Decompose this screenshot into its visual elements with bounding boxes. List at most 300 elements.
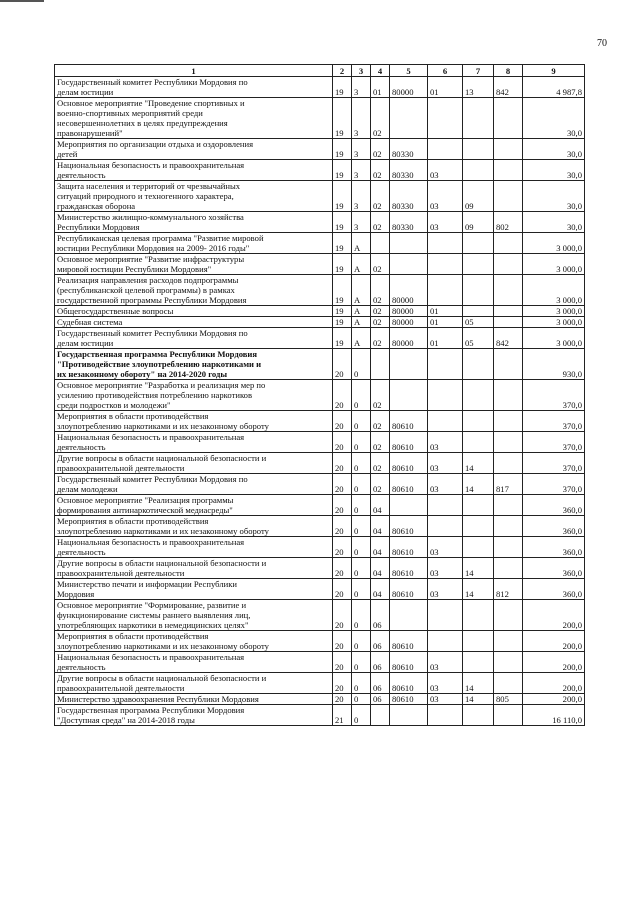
row-code-cell-c9: 4 987,8 (523, 77, 585, 98)
header-row (55, 65, 585, 77)
table-row (55, 558, 585, 579)
row-code-cell-c5: 80610 (390, 673, 428, 694)
row-code-cell-c5: 80610 (390, 631, 428, 652)
row-code-cell-c2: 20 (333, 600, 352, 631)
row-code-cell-c6 (428, 600, 463, 631)
row-code-cell-c3: 0 (352, 516, 371, 537)
row-code-cell-c3: 0 (352, 411, 371, 432)
row-code-cell-c8 (494, 160, 523, 181)
row-name-cell: Основное мероприятие "Формирование, развитие и функционирование системы раннего выявления лиц, употребляющих наркотики в немедицинских целях" (55, 600, 333, 631)
row-code-cell-c2: 19 (333, 181, 352, 212)
row-code-cell-c8 (494, 275, 523, 306)
row-code-cell-c3: А (352, 328, 371, 349)
row-code-cell-c4: 02 (371, 139, 390, 160)
table-row (55, 212, 585, 233)
row-code-cell-c7: 05 (463, 328, 494, 349)
row-code-cell-c6: 01 (428, 317, 463, 328)
row-code-cell-c5: 80330 (390, 160, 428, 181)
row-code-cell-c7: 05 (463, 317, 494, 328)
header-cell: 8 (494, 65, 523, 77)
row-code-cell-c7 (463, 705, 494, 726)
row-code-cell-c9: 3 000,0 (523, 306, 585, 317)
row-name-cell: Государственный комитет Республики Мордовия по делам юстиции (55, 77, 333, 98)
row-code-cell-c2: 19 (333, 306, 352, 317)
row-name-cell: Национальная безопасность и правоохранительная деятельность (55, 652, 333, 673)
row-name-cell: Республиканская целевая программа "Развитие мировой юстиции Республики Мордовия на 2009- 2016 годы" (55, 233, 333, 254)
row-code-cell-c7: 14 (463, 558, 494, 579)
row-code-cell-c6: 03 (428, 432, 463, 453)
row-code-cell-c5 (390, 233, 428, 254)
row-code-cell-c8 (494, 558, 523, 579)
table-row (55, 328, 585, 349)
row-code-cell-c9: 200,0 (523, 652, 585, 673)
row-code-cell-c6: 03 (428, 673, 463, 694)
table-row (55, 306, 585, 317)
row-code-cell-c4: 02 (371, 474, 390, 495)
row-code-cell-c3: 0 (352, 349, 371, 380)
row-code-cell-c7 (463, 306, 494, 317)
row-code-cell-c8: 802 (494, 212, 523, 233)
row-code-cell-c9: 3 000,0 (523, 275, 585, 306)
scan-edge-mark (0, 0, 44, 2)
row-code-cell-c8 (494, 317, 523, 328)
row-code-cell-c4 (371, 233, 390, 254)
header-cell: 5 (390, 65, 428, 77)
row-code-cell-c3: 0 (352, 631, 371, 652)
row-code-cell-c2: 19 (333, 233, 352, 254)
table-row (55, 474, 585, 495)
row-code-cell-c3: 0 (352, 694, 371, 705)
row-code-cell-c2: 20 (333, 673, 352, 694)
row-code-cell-c6: 03 (428, 537, 463, 558)
row-code-cell-c2: 19 (333, 328, 352, 349)
table-row (55, 432, 585, 453)
row-code-cell-c2: 19 (333, 317, 352, 328)
row-code-cell-c9: 370,0 (523, 453, 585, 474)
row-code-cell-c6: 01 (428, 306, 463, 317)
row-code-cell-c7 (463, 139, 494, 160)
table-row (55, 705, 585, 726)
row-code-cell-c2: 20 (333, 495, 352, 516)
row-name-cell: Министерство здравоохранения Республики Мордовия (55, 694, 333, 705)
header-cell: 1 (55, 65, 333, 77)
row-code-cell-c5: 80610 (390, 453, 428, 474)
row-code-cell-c2: 20 (333, 694, 352, 705)
row-code-cell-c4: 06 (371, 673, 390, 694)
row-code-cell-c8: 842 (494, 328, 523, 349)
row-code-cell-c7 (463, 98, 494, 139)
row-code-cell-c8: 805 (494, 694, 523, 705)
row-code-cell-c4: 02 (371, 317, 390, 328)
row-name-cell: Мероприятия в области противодействия злоупотреблению наркотиками и их незаконному обороту (55, 411, 333, 432)
row-name-cell: Государственная программа Республики Мордовия "Противодействие злоупотреблению наркотиками и их незаконному обороту" на 2014-2020 годы (55, 349, 333, 380)
row-code-cell-c3: А (352, 317, 371, 328)
row-name-cell: Основное мероприятие "Разработка и реализация мер по усилению противодействия потреблению наркотиков среди подростков и молодежи" (55, 380, 333, 411)
budget-table (54, 64, 585, 726)
row-code-cell-c5 (390, 349, 428, 380)
table-row (55, 380, 585, 411)
row-code-cell-c8 (494, 98, 523, 139)
row-code-cell-c2: 19 (333, 160, 352, 181)
row-code-cell-c7: 13 (463, 77, 494, 98)
row-code-cell-c7 (463, 516, 494, 537)
row-code-cell-c3: 0 (352, 453, 371, 474)
row-code-cell-c2: 20 (333, 631, 352, 652)
row-code-cell-c4: 06 (371, 694, 390, 705)
row-code-cell-c9: 360,0 (523, 579, 585, 600)
row-code-cell-c8 (494, 139, 523, 160)
row-code-cell-c3: 0 (352, 432, 371, 453)
row-name-cell: Другие вопросы в области национальной безопасности и правоохранительной деятельности (55, 673, 333, 694)
row-code-cell-c4: 02 (371, 212, 390, 233)
row-code-cell-c6: 03 (428, 181, 463, 212)
row-code-cell-c4: 04 (371, 516, 390, 537)
table-row (55, 673, 585, 694)
row-code-cell-c7: 09 (463, 212, 494, 233)
table-row (55, 631, 585, 652)
row-code-cell-c5 (390, 380, 428, 411)
row-code-cell-c8 (494, 516, 523, 537)
row-code-cell-c3: А (352, 254, 371, 275)
row-code-cell-c3: 0 (352, 600, 371, 631)
row-code-cell-c9: 930,0 (523, 349, 585, 380)
row-code-cell-c8 (494, 380, 523, 411)
row-code-cell-c5: 80000 (390, 306, 428, 317)
row-code-cell-c6: 01 (428, 77, 463, 98)
row-code-cell-c5: 80610 (390, 432, 428, 453)
row-code-cell-c8 (494, 181, 523, 212)
row-code-cell-c5 (390, 98, 428, 139)
row-code-cell-c5: 80000 (390, 275, 428, 306)
row-name-cell: Мероприятия в области противодействия злоупотреблению наркотиками и их незаконному обороту (55, 516, 333, 537)
row-code-cell-c5 (390, 495, 428, 516)
row-code-cell-c6: 03 (428, 212, 463, 233)
row-code-cell-c9: 200,0 (523, 600, 585, 631)
row-code-cell-c9: 370,0 (523, 411, 585, 432)
table-row (55, 600, 585, 631)
row-code-cell-c7 (463, 411, 494, 432)
row-code-cell-c4: 02 (371, 328, 390, 349)
row-code-cell-c4: 04 (371, 495, 390, 516)
row-name-cell: Государственная программа Республики Мордовия "Доступная среда" на 2014-2018 годы (55, 705, 333, 726)
row-code-cell-c9: 30,0 (523, 98, 585, 139)
table-body (55, 77, 585, 726)
row-code-cell-c9: 360,0 (523, 537, 585, 558)
row-code-cell-c5: 80610 (390, 411, 428, 432)
row-code-cell-c6 (428, 516, 463, 537)
row-code-cell-c9: 360,0 (523, 516, 585, 537)
row-code-cell-c4: 01 (371, 77, 390, 98)
table-row (55, 233, 585, 254)
row-code-cell-c3: 3 (352, 98, 371, 139)
header-cell: 3 (352, 65, 371, 77)
row-code-cell-c5: 80610 (390, 474, 428, 495)
row-code-cell-c9: 200,0 (523, 631, 585, 652)
row-code-cell-c5 (390, 705, 428, 726)
table-row (55, 98, 585, 139)
row-code-cell-c9: 3 000,0 (523, 254, 585, 275)
row-code-cell-c9: 30,0 (523, 160, 585, 181)
row-name-cell: Другие вопросы в области национальной безопасности и правоохранительной деятельности (55, 453, 333, 474)
row-code-cell-c4 (371, 705, 390, 726)
row-code-cell-c8 (494, 349, 523, 380)
row-code-cell-c8 (494, 254, 523, 275)
row-code-cell-c4: 06 (371, 631, 390, 652)
row-code-cell-c7: 14 (463, 694, 494, 705)
row-name-cell: Государственный комитет Республики Мордовия по делам юстиции (55, 328, 333, 349)
row-code-cell-c2: 20 (333, 537, 352, 558)
row-code-cell-c4: 02 (371, 306, 390, 317)
row-code-cell-c4: 02 (371, 98, 390, 139)
row-code-cell-c9: 370,0 (523, 432, 585, 453)
row-code-cell-c6: 03 (428, 160, 463, 181)
row-code-cell-c6: 03 (428, 474, 463, 495)
row-code-cell-c5: 80610 (390, 694, 428, 705)
table-row (55, 453, 585, 474)
row-code-cell-c2: 19 (333, 254, 352, 275)
row-code-cell-c3: А (352, 233, 371, 254)
row-code-cell-c9: 30,0 (523, 139, 585, 160)
row-code-cell-c5: 80000 (390, 328, 428, 349)
row-code-cell-c5 (390, 254, 428, 275)
row-code-cell-c3: 0 (352, 705, 371, 726)
row-code-cell-c9: 16 110,0 (523, 705, 585, 726)
row-code-cell-c6 (428, 349, 463, 380)
row-code-cell-c6 (428, 233, 463, 254)
row-code-cell-c7 (463, 631, 494, 652)
row-code-cell-c5: 80330 (390, 181, 428, 212)
row-name-cell: Основное мероприятие "Развитие инфраструктуры мировой юстиции Республики Мордовия" (55, 254, 333, 275)
row-code-cell-c7 (463, 495, 494, 516)
row-code-cell-c8: 842 (494, 77, 523, 98)
row-code-cell-c9: 370,0 (523, 474, 585, 495)
table-row (55, 411, 585, 432)
table-row (55, 652, 585, 673)
row-code-cell-c4: 04 (371, 558, 390, 579)
row-code-cell-c8 (494, 673, 523, 694)
row-name-cell: Основное мероприятие "Реализация программы формирования антинаркотической медиасреды" (55, 495, 333, 516)
row-code-cell-c2: 19 (333, 275, 352, 306)
row-code-cell-c3: 0 (352, 495, 371, 516)
header-cell: 4 (371, 65, 390, 77)
row-code-cell-c8 (494, 495, 523, 516)
row-code-cell-c7 (463, 349, 494, 380)
row-code-cell-c2: 19 (333, 98, 352, 139)
row-name-cell: Мероприятия по организации отдыха и оздоровления детей (55, 139, 333, 160)
row-code-cell-c2: 21 (333, 705, 352, 726)
row-code-cell-c6: 03 (428, 558, 463, 579)
row-code-cell-c8 (494, 306, 523, 317)
row-code-cell-c2: 20 (333, 652, 352, 673)
row-code-cell-c4: 06 (371, 600, 390, 631)
row-code-cell-c4: 02 (371, 160, 390, 181)
header-cell: 2 (333, 65, 352, 77)
row-code-cell-c7 (463, 254, 494, 275)
row-code-cell-c7 (463, 652, 494, 673)
row-code-cell-c7: 09 (463, 181, 494, 212)
row-code-cell-c6 (428, 380, 463, 411)
table-row (55, 694, 585, 705)
row-code-cell-c9: 3 000,0 (523, 317, 585, 328)
row-code-cell-c5: 80610 (390, 558, 428, 579)
row-code-cell-c4: 02 (371, 181, 390, 212)
row-name-cell: Министерство жилищно-коммунального хозяйства Республики Мордовия (55, 212, 333, 233)
row-code-cell-c4: 02 (371, 275, 390, 306)
row-code-cell-c3: А (352, 306, 371, 317)
row-code-cell-c7 (463, 380, 494, 411)
row-code-cell-c3: 0 (352, 652, 371, 673)
row-code-cell-c4: 02 (371, 453, 390, 474)
row-code-cell-c6 (428, 631, 463, 652)
row-code-cell-c5: 80610 (390, 516, 428, 537)
row-code-cell-c3: 0 (352, 579, 371, 600)
row-code-cell-c9: 200,0 (523, 694, 585, 705)
row-code-cell-c8 (494, 705, 523, 726)
table-row (55, 317, 585, 328)
row-code-cell-c7: 14 (463, 673, 494, 694)
row-code-cell-c2: 19 (333, 139, 352, 160)
row-code-cell-c8 (494, 432, 523, 453)
page-number: 70 (597, 38, 607, 49)
row-code-cell-c2: 20 (333, 474, 352, 495)
row-code-cell-c7 (463, 160, 494, 181)
row-code-cell-c9: 370,0 (523, 380, 585, 411)
row-code-cell-c3: 3 (352, 212, 371, 233)
row-code-cell-c6 (428, 139, 463, 160)
row-code-cell-c6 (428, 254, 463, 275)
row-code-cell-c7 (463, 537, 494, 558)
row-code-cell-c6 (428, 411, 463, 432)
row-code-cell-c6: 03 (428, 453, 463, 474)
row-name-cell: Государственный комитет Республики Мордовия по делам молодежи (55, 474, 333, 495)
row-code-cell-c4 (371, 349, 390, 380)
row-code-cell-c8 (494, 652, 523, 673)
row-code-cell-c2: 20 (333, 453, 352, 474)
row-code-cell-c8: 817 (494, 474, 523, 495)
row-code-cell-c2: 20 (333, 380, 352, 411)
table-row (55, 349, 585, 380)
row-code-cell-c5: 80000 (390, 317, 428, 328)
row-code-cell-c4: 02 (371, 254, 390, 275)
row-code-cell-c4: 04 (371, 537, 390, 558)
row-code-cell-c9: 200,0 (523, 673, 585, 694)
row-code-cell-c2: 20 (333, 432, 352, 453)
row-code-cell-c6: 03 (428, 694, 463, 705)
row-code-cell-c5: 80610 (390, 652, 428, 673)
row-code-cell-c2: 20 (333, 349, 352, 380)
row-code-cell-c8: 812 (494, 579, 523, 600)
row-name-cell: Основное мероприятие "Проведение спортивных и военно-спортивных мероприятий среди несовершеннолетних в целях предупреждения правонарушений" (55, 98, 333, 139)
row-code-cell-c9: 30,0 (523, 181, 585, 212)
row-code-cell-c8 (494, 233, 523, 254)
row-code-cell-c5: 80610 (390, 579, 428, 600)
row-code-cell-c7: 14 (463, 579, 494, 600)
row-code-cell-c5 (390, 600, 428, 631)
table-row (55, 77, 585, 98)
header-cell: 7 (463, 65, 494, 77)
row-code-cell-c3: 3 (352, 181, 371, 212)
row-code-cell-c7: 14 (463, 453, 494, 474)
row-code-cell-c2: 19 (333, 212, 352, 233)
row-code-cell-c7 (463, 275, 494, 306)
row-code-cell-c2: 20 (333, 516, 352, 537)
row-code-cell-c7 (463, 233, 494, 254)
row-code-cell-c6 (428, 98, 463, 139)
row-code-cell-c4: 06 (371, 652, 390, 673)
row-code-cell-c5: 80330 (390, 139, 428, 160)
row-code-cell-c8 (494, 537, 523, 558)
row-code-cell-c6: 03 (428, 652, 463, 673)
row-name-cell: Защита населения и территорий от чрезвычайных ситуаций природного и техногенного характера, гражданская оборона (55, 181, 333, 212)
row-code-cell-c3: 0 (352, 380, 371, 411)
row-code-cell-c7 (463, 432, 494, 453)
header-cell: 6 (428, 65, 463, 77)
row-name-cell: Национальная безопасность и правоохранительная деятельность (55, 160, 333, 181)
row-code-cell-c7 (463, 600, 494, 631)
table-row (55, 139, 585, 160)
row-name-cell: Национальная безопасность и правоохранительная деятельность (55, 537, 333, 558)
row-code-cell-c8 (494, 600, 523, 631)
row-code-cell-c9: 360,0 (523, 495, 585, 516)
table-row (55, 254, 585, 275)
row-name-cell: Министерство печати и информации Республики Мордовия (55, 579, 333, 600)
row-code-cell-c3: 0 (352, 673, 371, 694)
row-code-cell-c3: 0 (352, 558, 371, 579)
row-code-cell-c6 (428, 275, 463, 306)
row-code-cell-c6: 03 (428, 579, 463, 600)
table-row (55, 579, 585, 600)
row-code-cell-c7: 14 (463, 474, 494, 495)
table-row (55, 160, 585, 181)
row-code-cell-c2: 20 (333, 411, 352, 432)
table-row (55, 181, 585, 212)
row-code-cell-c2: 20 (333, 579, 352, 600)
row-code-cell-c3: 0 (352, 537, 371, 558)
row-code-cell-c9: 360,0 (523, 558, 585, 579)
row-code-cell-c5: 80000 (390, 77, 428, 98)
row-code-cell-c9: 3 000,0 (523, 233, 585, 254)
row-code-cell-c6 (428, 705, 463, 726)
row-code-cell-c6: 01 (428, 328, 463, 349)
row-code-cell-c5: 80610 (390, 537, 428, 558)
row-code-cell-c3: 0 (352, 474, 371, 495)
row-name-cell: Мероприятия в области противодействия злоупотреблению наркотиками и их незаконному обороту (55, 631, 333, 652)
row-code-cell-c8 (494, 453, 523, 474)
row-code-cell-c4: 02 (371, 380, 390, 411)
table-row (55, 495, 585, 516)
row-code-cell-c4: 04 (371, 579, 390, 600)
row-code-cell-c2: 20 (333, 558, 352, 579)
row-code-cell-c2: 19 (333, 77, 352, 98)
table-row (55, 537, 585, 558)
row-name-cell: Реализация направления расходов подпрограммы (республиканской целевой программы) в рамках государственной программы Республики Мордовия (55, 275, 333, 306)
table-row (55, 275, 585, 306)
row-code-cell-c3: 3 (352, 139, 371, 160)
row-name-cell: Судебная система (55, 317, 333, 328)
row-name-cell: Другие вопросы в области национальной безопасности и правоохранительной деятельности (55, 558, 333, 579)
row-code-cell-c4: 02 (371, 411, 390, 432)
table-row (55, 516, 585, 537)
row-name-cell: Национальная безопасность и правоохранительная деятельность (55, 432, 333, 453)
row-code-cell-c5: 80330 (390, 212, 428, 233)
row-code-cell-c8 (494, 631, 523, 652)
row-code-cell-c3: 3 (352, 77, 371, 98)
row-code-cell-c9: 30,0 (523, 212, 585, 233)
row-code-cell-c8 (494, 411, 523, 432)
row-code-cell-c6 (428, 495, 463, 516)
row-code-cell-c9: 3 000,0 (523, 328, 585, 349)
header-cell: 9 (523, 65, 585, 77)
